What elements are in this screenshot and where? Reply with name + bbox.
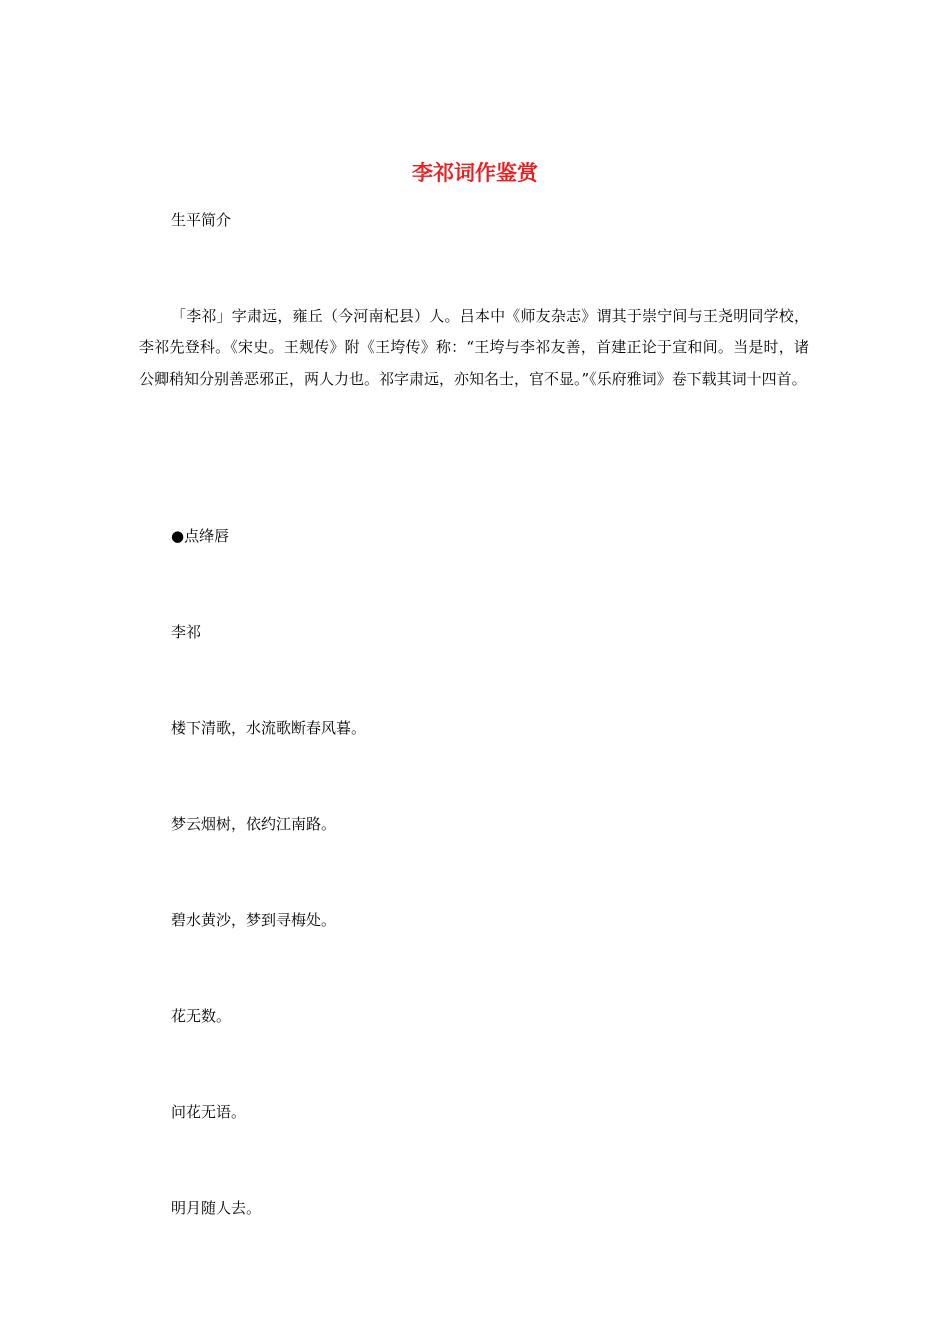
biography-paragraph: 「李祁」字肃远，雍丘（今河南杞县）人。吕本中《师友杂志》谓其于崇宁间与王尧明同学校，李祁先登科。《宋史。王觌传》附《王垮传》称：“王垮与李祁友善，首建正论于宣和间。当是时，诸公卿稍知分别善恶邪正，两人力也。祁字肃远，亦知名士，官不显。”《乐府雅词》卷下载其词十四首。 <box>139 307 809 388</box>
poem-line: 楼下清歌，水流歌断春风暮。 <box>171 719 367 737</box>
section-heading: 生平简介 <box>171 211 232 229</box>
poem-author: 李祁 <box>171 623 202 641</box>
poem-line: 花无数。 <box>171 1007 232 1025</box>
document-title: 李祁词作鉴赏 <box>412 161 538 185</box>
poem-line: 明月随人去。 <box>171 1199 262 1217</box>
poem-line: 梦云烟树，依约江南路。 <box>171 815 337 833</box>
poem-line: 碧水黄沙，梦到寻梅处。 <box>171 911 337 929</box>
poem-heading: ●点绛唇 <box>171 527 230 545</box>
poem-line: 问花无语。 <box>171 1103 247 1121</box>
